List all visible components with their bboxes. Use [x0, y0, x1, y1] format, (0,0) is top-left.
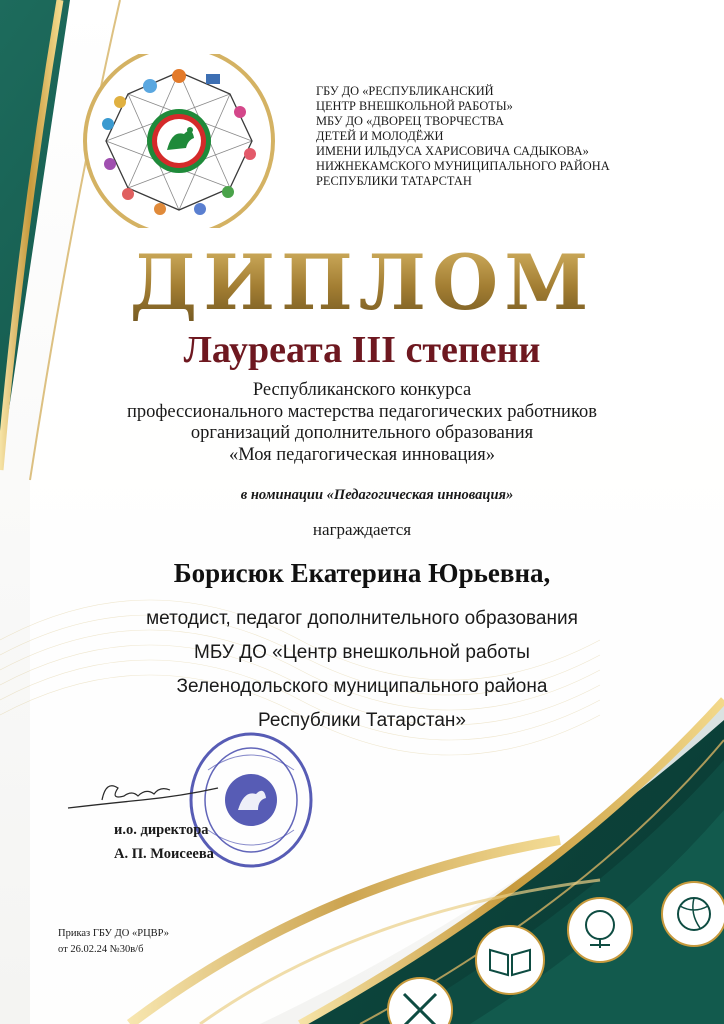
role-line: Республики Татарстан» [258, 710, 466, 731]
organization-line: ГБУ ДО «РЕСПУБЛИКАНСКИЙ [316, 84, 494, 98]
organization-line: РЕСПУБЛИКИ ТАТАРСТАН [316, 174, 472, 188]
role-line: Зеленодольского муниципального района [176, 676, 548, 697]
order-reference: Приказ ГБУ ДО «РЦВР» [58, 928, 170, 939]
recipient-name: Борисюк Екатерина Юрьевна, [173, 558, 551, 588]
organization-logo [80, 54, 278, 228]
organization-line: ИМЕНИ ИЛЬДУСА ХАРИСОВИЧА САДЫКОВА» [316, 144, 589, 158]
recipient-role [60, 602, 664, 738]
role-line: методист, педагог дополнительного образования [146, 608, 578, 629]
organization-line: НИЖНЕКАМСКОГО МУНИЦИПАЛЬНОГО РАЙОНА [316, 159, 610, 173]
contest-line: Республиканского конкурса [252, 380, 472, 400]
basketball-icon [172, 69, 186, 83]
awarded-text: награждается [312, 520, 412, 539]
contest-description [40, 380, 684, 466]
nomination-text: в номинации «Педагогическая инновация» [240, 487, 514, 503]
signatory-title: и.о. директора [114, 822, 209, 838]
signature-scribble [62, 760, 222, 830]
contest-line: «Моя педагогическая инновация» [228, 444, 496, 465]
signatory-name: А. П. Моисеева [114, 846, 214, 862]
organization-line: ЦЕНТР ВНЕШКОЛЬНОЙ РАБОТЫ» [316, 99, 513, 113]
organization-block [316, 84, 696, 189]
order-date: от 26.02.24 №30в/б [58, 944, 144, 955]
diploma-subtitle: Лауреата III степени [183, 329, 541, 371]
airplane-icon [194, 203, 206, 215]
role-line: МБУ ДО «Центр внешкольной работы [194, 642, 530, 663]
palette-icon [143, 79, 157, 93]
contest-line: профессионального мастерства педагогических работников [126, 401, 597, 422]
contest-line: организаций дополнительного образования [190, 423, 534, 443]
organization-line: ДЕТЕЙ И МОЛОДЁЖИ [316, 129, 444, 143]
computer-icon [206, 74, 220, 84]
diploma-title: ДИПЛОМ [0, 238, 724, 328]
organization-line: МБУ ДО «ДВОРЕЦ ТВОРЧЕСТВА [316, 114, 504, 128]
